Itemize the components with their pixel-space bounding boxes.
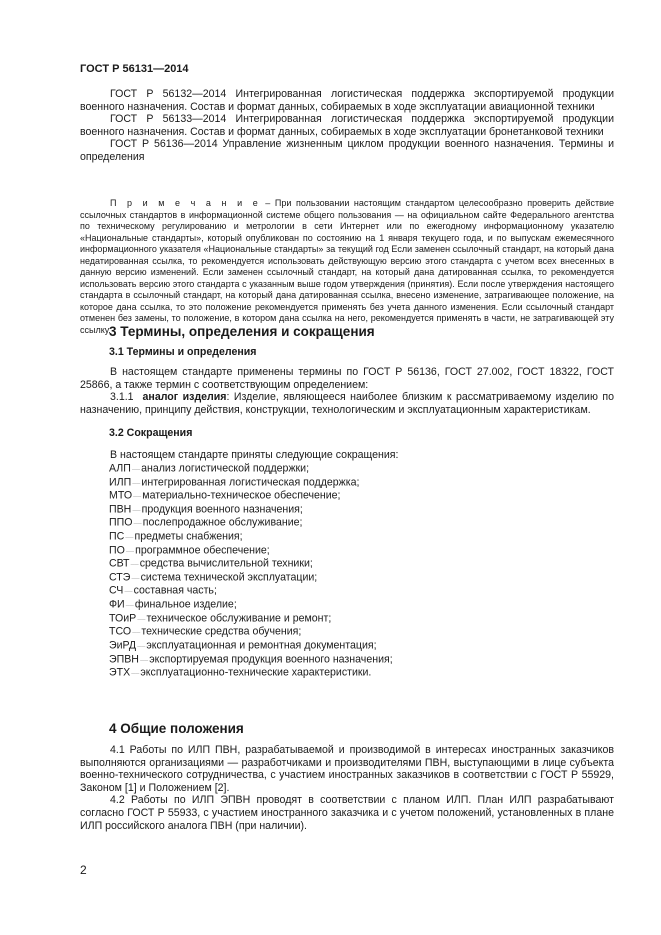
dash-separator: —— xyxy=(138,656,150,662)
reference-item: ГОСТ Р 56136—2014 Управление жизненным циклом продукции военного назначения. Термины и определения xyxy=(80,138,614,163)
section-4-paragraph-1: 4.1 Работы по ИЛП ПВН, разрабатываемой и производимой в интересах иностранных заказчиков выполняются организациями — разработчиками и производителями ПВН, выступающими в лице субъекта военно-технического сотрудничества, с участием иностранных заказчиков в соответствии с ГОСТ Р 55929, Законом [1] и Положением [2]. xyxy=(80,744,614,794)
abbreviation-definition: послепродажное обслуживание; xyxy=(142,516,303,529)
abbreviation-term: СТЭ xyxy=(109,571,131,584)
term-name: аналог изделия xyxy=(142,391,227,404)
term-number: 3.1.1 xyxy=(110,391,134,404)
abbreviation-definition: продукция военного назначения; xyxy=(141,503,303,516)
abbreviation-definition: система технической эксплуатации; xyxy=(140,571,318,584)
reference-item: ГОСТ Р 56132—2014 Интегрированная логистическая поддержка экспортируемой продукции военного назначения. Состав и формат данных, собираемых в ходе эксплуатации авиационной техники xyxy=(80,88,614,113)
abbreviation-item xyxy=(80,584,614,598)
abbreviation-item xyxy=(80,625,614,639)
abbreviation-definition: предметы снабжения; xyxy=(134,530,243,543)
abbreviation-term: ИЛП xyxy=(109,475,132,488)
subsection-3-1-text: В настоящем стандарте применены термины по ГОСТ Р 56136, ГОСТ 27.002, ГОСТ 18322, ГОСТ 25866, а также термин с соответствующим определением: xyxy=(80,366,614,391)
section-4-paragraph-2: 4.2 Работы по ИЛП ЭПВН проводят в соответствии с планом ИЛП. План ИЛП разрабатывают согласно ГОСТ Р 55933, с участием иностранного заказчика и с учетом положений, установленных в плане ИЛП российского аналога ПВН (при наличии). xyxy=(80,794,614,832)
abbreviation-definition: технические средства обучения; xyxy=(141,625,302,638)
abbreviation-term: ПО xyxy=(109,544,125,557)
page-number: 2 xyxy=(80,863,87,877)
abbreviation-definition: эксплуатационная и ремонтная документация; xyxy=(146,639,377,652)
dash-separator: —— xyxy=(131,506,142,512)
dash-separator: —— xyxy=(131,479,142,485)
abbreviation-item xyxy=(80,544,614,558)
term-text: : Изделие, являющееся наиболее близким к рассматриваемому изделию по назначению, принципу действия, конструкции, технологическим и эксплуатационным характеристикам. xyxy=(80,391,615,416)
abbreviation-definition: эксплуатационно-технические характеристики. xyxy=(140,666,372,679)
abbreviation-term: ЭПВН xyxy=(109,652,139,665)
subsection-3-2-intro: В настоящем стандарте приняты следующие сокращения: xyxy=(110,449,399,462)
dash-separator: —— xyxy=(130,670,141,676)
dash-separator: —— xyxy=(136,642,147,648)
dash-separator: —— xyxy=(124,602,135,608)
abbreviation-term: МТО xyxy=(109,489,133,502)
document-header: ГОСТ Р 56131—2014 xyxy=(80,63,189,75)
abbreviation-term: СВТ xyxy=(109,557,130,570)
abbreviation-term: ЭТХ xyxy=(109,666,131,679)
abbreviation-definition: материально-техническое обеспечение; xyxy=(142,489,341,502)
abbreviation-definition: экспортируемая продукция военного назначения; xyxy=(149,652,393,665)
abbreviation-term: ППО xyxy=(109,516,133,529)
subsection-3-2-title: 3.2 Сокращения xyxy=(109,427,193,440)
abbreviation-term: ПВН xyxy=(109,503,132,516)
section-3 xyxy=(80,324,614,680)
abbreviation-term: ЭиРД xyxy=(109,639,137,652)
abbreviation-definition: интегрированная логистическая поддержка; xyxy=(141,475,360,488)
dash-separator: —— xyxy=(131,629,142,635)
abbreviation-item xyxy=(80,598,614,612)
abbreviation-definition: составная часть; xyxy=(133,584,217,597)
abbreviation-definition: финальное изделие; xyxy=(134,598,237,611)
note-block xyxy=(80,198,614,336)
abbreviation-term: ФИ xyxy=(109,598,125,611)
abbreviation-item xyxy=(80,462,614,476)
abbreviation-item xyxy=(80,666,614,680)
dash-separator: —— xyxy=(124,547,136,553)
dash-separator: —— xyxy=(130,574,141,580)
abbreviation-definition: программное обеспечение; xyxy=(135,544,270,557)
dash-separator: —— xyxy=(132,493,143,499)
dash-separator: —— xyxy=(136,615,147,621)
subsection-3-1-title: 3.1 Термины и определения xyxy=(109,346,257,358)
abbreviation-list xyxy=(80,462,614,680)
note-paragraph xyxy=(80,198,614,336)
abbreviation-item xyxy=(80,489,614,503)
abbreviation-term: ПС xyxy=(109,530,125,543)
section-3-title: 3 Термины, определения и сокращения xyxy=(109,324,375,339)
abbreviation-item xyxy=(80,571,614,585)
abbreviation-term: ТОиР xyxy=(109,612,137,625)
abbreviation-item xyxy=(80,516,614,530)
abbreviation-item xyxy=(80,476,614,490)
abbreviation-item xyxy=(80,639,614,653)
abbreviation-definition: техническое обслуживание и ремонт; xyxy=(146,612,332,625)
term-definition xyxy=(80,391,614,416)
abbreviation-term: АЛП xyxy=(109,462,131,475)
abbreviation-item xyxy=(80,612,614,626)
section-4-title: 4 Общие положения xyxy=(109,721,244,736)
reference-item: ГОСТ Р 56133—2014 Интегрированная логистическая поддержка экспортируемой продукции военного назначения. Состав и формат данных, собираемых в ходе эксплуатации бронетанковой техники xyxy=(80,113,614,138)
dash-separator: —— xyxy=(129,561,140,567)
dash-separator: —— xyxy=(130,465,142,471)
note-label: П р и м е ч а н и е xyxy=(110,198,261,208)
dash-separator: —— xyxy=(132,520,143,526)
abbreviation-item xyxy=(80,530,614,544)
abbreviation-definition: анализ логистической поддержки; xyxy=(141,462,310,475)
abbreviation-term: СЧ xyxy=(109,584,124,597)
abbreviation-term: ТСО xyxy=(109,625,132,638)
abbreviation-item xyxy=(80,557,614,571)
normative-references xyxy=(80,88,614,164)
section-4 xyxy=(80,721,614,832)
abbreviation-item xyxy=(80,653,614,667)
dash-separator: —— xyxy=(124,534,135,540)
abbreviation-definition: средства вычислительной техники; xyxy=(139,557,313,570)
abbreviation-item xyxy=(80,503,614,517)
dash-separator: —— xyxy=(123,588,134,594)
note-text: – При пользовании настоящим стандартом целесообразно проверить действие ссылочных стандартов в информационной системе общего пользования — на официальном сайте Федерального агентства по техническому регулированию и метрологии в сети Интернет или по ежегодному информационному указателю «Национальные стандарты», который опубликован по состоянию на 1 января текущего года, и по выпускам ежемесячного информационного указателя «Национальные стандарты» за текущий год Если заменен ссылочный стандарт, на который дана недатированная ссылка, то рекомендуется использовать действующую версию этого стандарта с учетом всех внесенных в данную версию изменений. Если заменен ссылочный стандарт, на который дана датированная ссылка, то рекомендуется использовать версию этого стандарта с указанным выше годом утверждения (принятия). Если после утверждения настоящего стандарта в ссылочный стандарт, на который дана датированная ссылка, внесено изменение, затрагивающее положение, на которое дана ссылка, то это положение рекомендуется применять без учета данного изменения. Если ссылочный стандарт отменен без замены, то положение, в котором дана ссылка на него, рекомендуется применять в части, не затрагивающей эту ссылку. xyxy=(80,198,614,335)
